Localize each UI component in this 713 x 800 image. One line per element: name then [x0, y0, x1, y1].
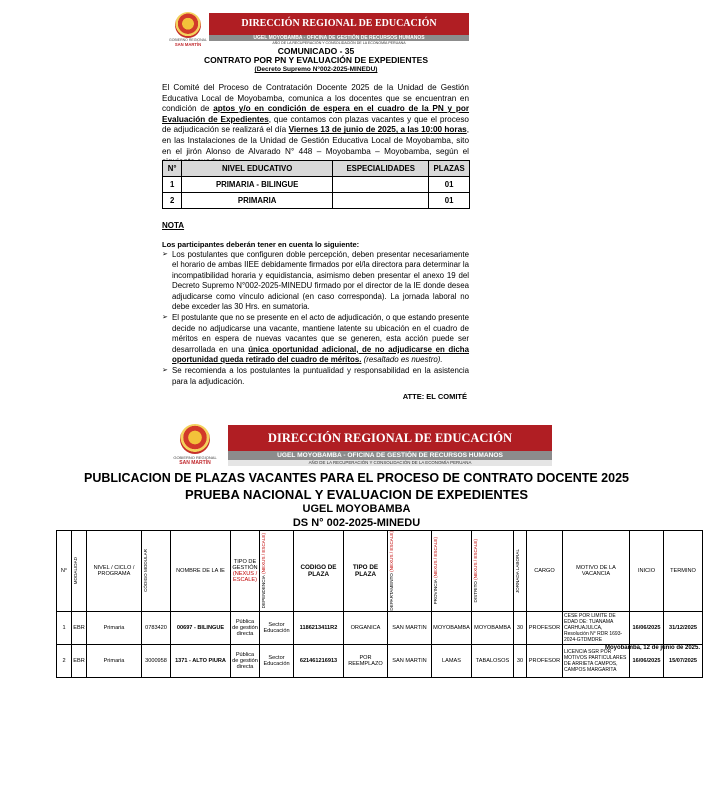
col-codigo-plaza: CODIGO DE PLAZA [294, 531, 344, 612]
list-item: ➢ Se recomienda a los postulantes la puntualidad y responsabilidad en la asistencia para la adjudicación. [162, 366, 469, 387]
col-tipo-plaza: TIPO DE PLAZA [344, 531, 388, 612]
top-header-title: DIRECCIÓN REGIONAL DE EDUCACIÓN [209, 13, 469, 35]
col-especialidades: ESPECIALIDADES [333, 161, 429, 177]
col-jornada: JORNADA LABORAL [514, 531, 527, 612]
col-nivel: NIVEL EDUCATIVO [182, 161, 333, 177]
pub-date-line: Moyobamba, 12 de junio de 2025. [604, 645, 700, 651]
nota-heading: NOTA [162, 221, 185, 230]
table-row: 1 PRIMARIA - BILINGUE 01 [163, 177, 470, 193]
top-seal-caption-1: SAN MARTÍN [174, 42, 202, 47]
pub-seal-caption-2: GOBIERNO REGIONAL [173, 455, 217, 460]
col-tipo-gestion: TIPO DE GESTIÓN (NEXUS / ESCALE) [231, 531, 260, 612]
comunicado-paragraph: El Comité del Proceso de Contratación Docente 2025 de la Unidad de Gestión Educativa Local de Moyobamba, comunica a los docentes que se encuentran en condición de aptos y/o en condición de espera en el cuadro de la PN y por Evaluación de Expedientes, que contamos con plazas vacantes y que el proceso de adjudicación se realizará el día Viernes 13 de junio de 2025, a las 10:00 horas, en las Instalaciones de la Unidad de Gestión Educativa Local de Moyobamba, sito en el jirón Alonso de Alvarado N° 448 – Moyobamba – Moyobamba, según el [162, 83, 470, 156]
pub-header-title: DIRECCIÓN REGIONAL DE EDUCACIÓN [228, 425, 552, 451]
plazas-summary-table [162, 160, 470, 209]
top-seal-caption-2: GOBIERNO REGIONAL [169, 38, 207, 42]
pub-seal-caption-1: SAN MARTÍN [179, 460, 211, 466]
pub-header-subtitle: UGEL MOYOBAMBA - OFICINA DE GESTIÓN DE RECURSOS HUMANOS [228, 451, 552, 460]
col-codigo-modular: CÓDIGO MODULAR [142, 531, 171, 612]
pub-header-tagline: AÑO DE LA RECUPERACIÓN Y CONSOLIDACIÓN DE LA ECONOMÍA PERUANA [228, 460, 552, 466]
top-seal-logo [175, 12, 201, 38]
col-distrito: DISTRITO (NEXUS / ESCALE) [472, 531, 514, 612]
vacancy-header-row [57, 531, 703, 612]
nota-list [162, 250, 469, 388]
vacancy-table [56, 530, 703, 678]
col-n: N° [163, 161, 182, 177]
top-header-tagline: AÑO DE LA RECUPERACIÓN Y CONSOLIDACIÓN DE LA ECONOMÍA PERUANA [272, 41, 406, 45]
col-dependencia: DEPENDENCIA (NEXUS / ESCALE) [260, 531, 294, 612]
col-nombre-ie: NOMBRE DE LA IE [171, 531, 231, 612]
col-plazas: PLAZAS [429, 161, 470, 177]
signature: ATTE: EL COMITÉ [402, 392, 467, 401]
col-cargo: CARGO [527, 531, 563, 612]
list-item: ➢ Los postulantes que configuren doble percepción, deben presentar necesariamente el horario de ambas IIEE debidamente firmados por el/la directora para determinar la incompatibilidad horaria y equidistancia, asimismo deben presentar el anexo 19 del Decreto Supremo N°002-2025-MINEDU firmado por el director de la IE donde desea adjudicarse como vínculo adicional (en caso corresponda). La jornada laboral no debe exceder las 30 Hrs. en sumatoria. [162, 250, 469, 312]
col-nivel: NIVEL / CICLO / PROGRAMA [87, 531, 142, 612]
pub-title-4: DS N° 002-2025-MINEDU [292, 517, 421, 529]
col-motivo: MOTIVO DE LA VACANCIA [563, 531, 630, 612]
col-termino: TERMINO [664, 531, 703, 612]
col-modalidad: MODALIDAD [72, 531, 87, 612]
table-row: 1 EBR Primaria 0783420 00697 - BILINGUE Pública de gestión directa Sector Educación 1186213411R2 ORGANICA SAN MARTIN MOYOBAMBA MOYOBAMBA 30 PROFESOR CESE POR LIMITE DE EDAD DE: TUANAMA CARHUAJULCA, Resolución N° RDR 1693-2024-GTDMDRE 16/06/2025 31/12/2025 [57, 611, 703, 644]
pub-title-3: UGEL MOYOBAMBA [302, 503, 411, 515]
pub-title-1: PUBLICACION DE PLAZAS VACANTES PARA EL PROCESO DE CONTRATO DOCENTE 2025 [84, 471, 629, 485]
col-n: N° [57, 531, 72, 612]
table-row: 2 PRIMARIA 01 [163, 193, 470, 209]
pub-title-2: PRUEBA NACIONAL Y EVALUACION DE EXPEDIENTES [184, 487, 529, 502]
col-provincia: PROVINCIA (NEXUS / ESCALE) [432, 531, 472, 612]
col-departamento: DEPARTAMENTO (NEXUS / ESCALE) [388, 531, 432, 612]
comunicado-decree: (Decreto Supremo N°002-2025-MINEDU) [254, 66, 378, 73]
table-row: 2 EBR Primaria 3000958 1371 - ALTO PIURA Pública de gestión directa Sector Educación 621461216913 POR REEMPLAZO SAN MARTIN LAMAS TABALOSOS 30 PROFESOR LICENCIA SGR POR MOTIVOS PARTICULARES DE ARRIETA CAMPOS, CAMPOS MARGARITA 16/06/2025 15/07/2025 [57, 644, 703, 677]
nota-intro: Los participantes deberán tener en cuenta lo siguiente: [162, 240, 360, 249]
comunicado-subtitle: CONTRATO POR PN Y EVALUACIÓN DE EXPEDIENTES [203, 55, 429, 65]
plazas-summary-header-row [163, 161, 470, 177]
list-item: ➢ El postulante que no se presente en el acto de adjudicación, o que estando presente decide no adjudicarse una vacante, mantiene latente su ubicación en el cuadro de méritos en espera de nuevas vacantes que se generen, esta acción puede ser desarrollada en una única oportunidad adicional, de no adjudicarse en dicha oportunidad queda retirado del cuadro de méritos. (resaltado es nuestro). [162, 313, 469, 365]
col-inicio: INICIO [630, 531, 664, 612]
comunicado-title: COMUNICADO - 35 [277, 46, 355, 56]
pub-seal-logo [180, 424, 210, 454]
top-header-subtitle: UGEL MOYOBAMBA - OFICINA DE GESTIÓN DE RECURSOS HUMANOS [209, 35, 469, 41]
